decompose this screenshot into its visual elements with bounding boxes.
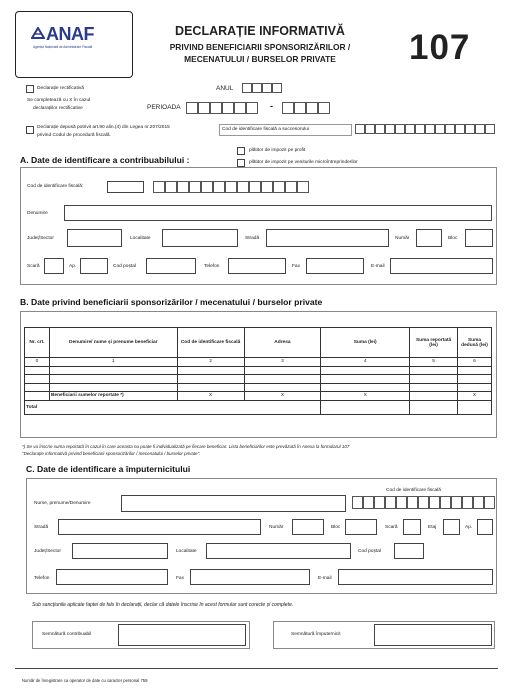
footer-divider: [15, 668, 498, 669]
form-subtitle-1: PRIVIND BENEFICIARII SPONSORIZĂRILOR /: [169, 42, 351, 52]
c-scara-label: Scară: [385, 525, 398, 530]
c-cod-postal-input[interactable]: [394, 543, 424, 559]
beneficiari-table: [24, 327, 492, 415]
c-ap-input[interactable]: [477, 519, 493, 535]
col-number: 4: [321, 358, 410, 367]
col-suma: Suma (lei): [321, 328, 410, 358]
a-cod-postal-label: Cod poștal: [113, 264, 136, 269]
a-cif-input[interactable]: [153, 181, 309, 193]
perioada-dash: -: [270, 101, 273, 111]
signature-imputernicit-label: Semnătură împuternicit: [291, 632, 341, 637]
col-number: 2: [177, 358, 244, 367]
c-telefon-input[interactable]: [56, 569, 168, 585]
footer-text: Număr de înregistrare ca operator de date cu caracter personal 759: [22, 678, 148, 683]
rectificativa-checkbox[interactable]: [26, 85, 34, 93]
a-strada-label: Stradă: [245, 236, 260, 241]
c-telefon-label: Telefon: [34, 576, 50, 581]
reported-x: X: [458, 392, 492, 401]
logo-brand: ANAF: [46, 24, 94, 44]
a-ap-input[interactable]: [80, 258, 108, 274]
logo-emblem-icon: [31, 27, 45, 39]
c-etaj-label: Etaj: [428, 525, 437, 530]
anul-input[interactable]: [242, 83, 282, 93]
a-fax-label: Fax: [292, 264, 300, 269]
c-cif-input[interactable]: [352, 496, 495, 509]
rectificativa-note-2: declarațiilor rectificative: [33, 106, 83, 111]
c-localitate-label: Localitate: [176, 549, 197, 554]
declaration-text: Sub sancțiunile aplicate faptei de fals în declarații, declar că datele înscrise în acest formular sunt corecte și complete.: [32, 602, 294, 608]
reported-x: X: [321, 392, 410, 401]
platitor-micro-label: plătitor de impozit pe veniturile microîntreprinderilor: [249, 160, 358, 165]
col-adresa: Adresa: [244, 328, 321, 358]
signature-imputernicit-input[interactable]: [374, 624, 492, 646]
a-scara-label: Scară: [27, 264, 40, 269]
reported-label: Beneficiarii sumelor reportate *): [49, 392, 177, 401]
col-number: 5: [410, 358, 458, 367]
art90-note-2: privind Codul de procedură fiscală.: [37, 133, 111, 138]
col-denumire: Denumire/ nume și prenume beneficiar: [49, 328, 177, 358]
reported-x: X: [244, 392, 321, 401]
c-judet-label: Județ/Sector: [34, 549, 61, 554]
c-ap-label: Ap.: [465, 525, 473, 530]
col-nr-crt: Nr. crt.: [25, 328, 50, 358]
a-bloc-input[interactable]: [465, 229, 493, 247]
c-numar-input[interactable]: [292, 519, 324, 535]
table-row-reported: [25, 392, 492, 401]
logo-box: [15, 11, 133, 78]
a-cod-postal-input[interactable]: [146, 258, 196, 274]
table-row[interactable]: [25, 366, 492, 375]
a-ap-label: Ap.: [69, 264, 77, 269]
section-c-title: C. Date de identificare a împuternicitului: [26, 464, 191, 474]
col-suma-reportata: Suma reportată (lei): [410, 328, 458, 358]
table-row[interactable]: [25, 383, 492, 392]
table-row[interactable]: [25, 375, 492, 384]
rectificativa-note-1: Se completează cu X în cazul: [27, 98, 91, 103]
section-a-title: A. Date de identificare a contribuabilului :: [20, 155, 190, 165]
cif-succesor-input[interactable]: [355, 124, 495, 134]
perioada-start-input[interactable]: [186, 102, 258, 114]
form-title: DECLARAȚIE INFORMATIVĂ: [175, 24, 345, 38]
perioada-label: PERIOADA: [147, 104, 181, 111]
a-cif-label: Cod de identificare fiscală:: [27, 184, 84, 189]
c-fax-input[interactable]: [190, 569, 310, 585]
reported-x: X: [177, 392, 244, 401]
rectificativa-label: Declarație rectificativă: [37, 86, 84, 91]
col-cif: Cod de identificare fiscală: [177, 328, 244, 358]
form-number: 107: [409, 28, 471, 67]
c-localitate-input[interactable]: [206, 543, 351, 559]
art90-note-1: Declarație depusă potrivit art.90 alin.(4) din Legea nr.207/2015: [37, 125, 170, 130]
a-email-label: E-mail: [371, 264, 385, 269]
c-bloc-input[interactable]: [345, 519, 377, 535]
c-strada-label: Stradă: [34, 525, 49, 530]
art90-checkbox[interactable]: [26, 126, 34, 134]
c-fax-label: Fax: [176, 576, 184, 581]
logo-subtitle: Agenția Națională de Administrare Fiscală: [33, 45, 93, 49]
a-cif-prefix-input[interactable]: [107, 181, 144, 193]
platitor-micro-checkbox[interactable]: [237, 159, 245, 167]
c-strada-input[interactable]: [58, 519, 261, 535]
col-number: 1: [49, 358, 177, 367]
c-cod-postal-label: Cod poștal: [358, 549, 381, 554]
total-label: Total: [25, 400, 321, 414]
col-number: 3: [244, 358, 321, 367]
platitor-profit-label: plătitor de impozit pe profit: [249, 148, 306, 153]
footnote-1: *) Se va înscrie suma reportată în cazul în care aceasta nu poate fi individualizată pe fiecare beneficiar. Lista beneficiarilor este prevăzută în Anexa la formularul 107: [22, 444, 350, 449]
form-subtitle-2: MECENATULUI / BURSELOR PRIVATE: [184, 54, 336, 64]
section-b-title: B. Date privind beneficiarii sponsorizărilor / mecenatului / burselor private: [20, 297, 323, 307]
table-header-row: [25, 328, 492, 358]
anul-label: ANUL: [216, 85, 234, 92]
signature-contribuabil-input[interactable]: [118, 624, 246, 646]
platitor-profit-checkbox[interactable]: [237, 147, 245, 155]
a-telefon-label: Telefon: [204, 264, 220, 269]
a-denumire-label: Denumire: [27, 211, 48, 216]
a-telefon-input[interactable]: [228, 258, 286, 274]
a-judet-input[interactable]: [67, 229, 122, 247]
a-numar-label: Număr: [395, 236, 410, 241]
a-localitate-input[interactable]: [162, 229, 238, 247]
table-row-total: [25, 400, 492, 414]
a-denumire-input[interactable]: [64, 205, 492, 221]
a-email-input[interactable]: [390, 258, 493, 274]
footnote-2: "Declarație informativă privind beneficiarii sponsorizărilor / mecenatului / burselor private".: [22, 451, 201, 456]
c-cif-label: Cod de identificare fiscală: [386, 488, 441, 493]
a-strada-input[interactable]: [266, 229, 389, 247]
c-email-label: E-mail: [318, 576, 332, 581]
col-number: 6: [458, 358, 492, 367]
signature-contribuabil-label: Semnătură contribuabil: [42, 632, 92, 637]
a-judet-label: Județ/Sector: [27, 236, 54, 241]
a-scara-input[interactable]: [44, 258, 64, 274]
col-suma-dedusa: Suma dedusă (lei): [458, 328, 492, 358]
table-row-numbers: [25, 358, 492, 367]
c-nume-label: Nume, prenume/Denumire: [34, 501, 91, 506]
c-nume-input[interactable]: [121, 495, 346, 512]
c-bloc-label: Bloc: [331, 525, 341, 530]
cif-succesor-label: Cod de identificare fiscală a succesorului: [222, 127, 309, 132]
c-judet-input[interactable]: [72, 543, 168, 559]
c-numar-label: Număr: [269, 525, 284, 530]
c-email-input[interactable]: [338, 569, 493, 585]
a-numar-input[interactable]: [416, 229, 442, 247]
a-fax-input[interactable]: [306, 258, 364, 274]
col-number: 0: [25, 358, 50, 367]
a-localitate-label: Localitate: [130, 236, 151, 241]
perioada-end-input[interactable]: [282, 102, 330, 114]
a-bloc-label: Bloc: [448, 236, 458, 241]
c-scara-input[interactable]: [403, 519, 421, 535]
c-etaj-input[interactable]: [443, 519, 460, 535]
